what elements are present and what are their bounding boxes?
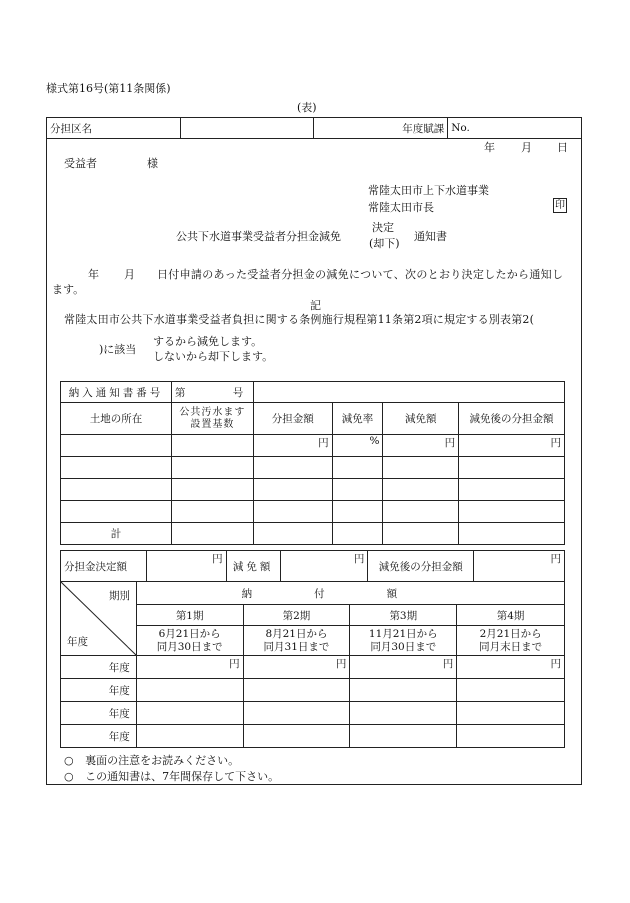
yen-unit[interactable]: 円 (350, 656, 457, 679)
notice-no-label: 納入通知書番号 (61, 382, 172, 403)
note-1 (64, 752, 239, 768)
diag-header (61, 582, 137, 656)
col-amount: 分担金額 (253, 403, 332, 435)
exempt-label: 減免額 (226, 551, 280, 582)
col-after: 減免後の分担金額 (459, 403, 565, 435)
fiscal-label: 年度 (67, 636, 88, 648)
cell[interactable] (253, 523, 332, 545)
cell[interactable] (350, 725, 457, 748)
cell[interactable] (459, 523, 565, 545)
after-label: 減免後の分担金額 (368, 551, 474, 582)
recipient-label: 受益者 (64, 157, 97, 170)
form-number: 様式第16号(第11条関係) (46, 82, 171, 95)
range-from: 11月21日から (368, 627, 438, 640)
body-cont: ます。 (52, 283, 85, 296)
range-to: 同月30日まで (370, 640, 437, 653)
title-main: 公共下水道事業受益者分担金減免 (176, 230, 341, 243)
cell[interactable] (243, 725, 350, 748)
row-year-label: 年度 (61, 679, 137, 702)
yen-unit: 円 (383, 435, 459, 457)
cell[interactable] (171, 457, 253, 479)
period-2: 第2期 (243, 605, 350, 626)
cell[interactable] (136, 725, 243, 748)
note-2 (64, 768, 279, 784)
cell[interactable] (171, 523, 253, 545)
cell[interactable] (457, 725, 565, 748)
cell[interactable] (459, 479, 565, 501)
recipient-honorific: 様 (147, 157, 158, 170)
cell[interactable] (332, 523, 383, 545)
circle-bullet-icon: ○ (64, 754, 74, 767)
yen-unit[interactable]: 円 (457, 656, 565, 679)
cell[interactable] (171, 435, 253, 457)
range-from: 6月21日から (158, 627, 221, 640)
range-2 (243, 626, 350, 656)
circle-bullet-icon: ○ (64, 770, 74, 783)
exempt-yen[interactable]: 円 (280, 551, 368, 582)
decided-yen[interactable]: 円 (146, 551, 226, 582)
cell[interactable] (332, 501, 383, 523)
notice-no-value[interactable] (171, 382, 253, 403)
note-text: 裏面の注意をお読みください。 (85, 754, 240, 767)
col-rate: 減免率 (332, 403, 383, 435)
title-opt-reject: (却下) (369, 237, 400, 250)
cell[interactable] (383, 457, 459, 479)
rule-text: 常陸太田市公共下水道事業受益者負担に関する条例施行規程第11条第2項に規定する別表第2( (64, 313, 535, 326)
cell[interactable] (457, 679, 565, 702)
col-land: 土地の所在 (61, 403, 172, 435)
body-year: 年 (88, 268, 99, 281)
cell[interactable] (171, 501, 253, 523)
col-basins: 公共汚水ます設置基数 (171, 403, 253, 435)
yen-unit: 円 (459, 435, 565, 457)
payment-table (60, 581, 565, 748)
title-suffix: 通知書 (414, 230, 447, 243)
seal-icon: 印 (555, 200, 565, 211)
cell[interactable] (61, 479, 172, 501)
cell[interactable] (61, 457, 172, 479)
cell[interactable] (383, 479, 459, 501)
yen-unit[interactable]: 円 (136, 656, 243, 679)
cell[interactable] (253, 501, 332, 523)
issuer-line1: 常陸太田市上下水道事業 (368, 184, 489, 197)
range-from: 8月21日から (265, 627, 328, 640)
body-text: 日付申請のあった受益者分担金の減免について、次のとおり決定したから通知し (157, 268, 564, 281)
choice-reject: しないから却下します。 (153, 350, 274, 363)
pct-unit: % (332, 435, 383, 457)
range-to: 同月末日まで (479, 640, 543, 653)
range-4 (457, 626, 565, 656)
cell[interactable] (332, 457, 383, 479)
body-month: 月 (124, 268, 135, 281)
seal-mark (553, 198, 567, 213)
cell[interactable] (136, 679, 243, 702)
issuer-line2: 常陸太田市長 (368, 201, 434, 214)
cell[interactable] (61, 501, 172, 523)
range-1 (136, 626, 243, 656)
cell[interactable] (459, 501, 565, 523)
side-label: (表) (297, 101, 317, 114)
district-label: 分担区名 (47, 118, 181, 139)
yen-unit[interactable]: 円 (243, 656, 350, 679)
ki-label: 記 (310, 299, 321, 312)
payment-label: 納付額 (136, 582, 564, 605)
cell[interactable] (383, 523, 459, 545)
total-label: 計 (61, 523, 172, 545)
period-label: 期別 (109, 590, 130, 602)
cell[interactable] (350, 702, 457, 725)
range-to: 同月30日まで (156, 640, 223, 653)
col-exempt: 減免額 (383, 403, 459, 435)
header-table (46, 117, 582, 139)
notice-no-blank (253, 382, 564, 403)
range-3 (350, 626, 457, 656)
range-to: 同月31日まで (263, 640, 330, 653)
yen-unit: 円 (253, 435, 332, 457)
date-year: 年 (484, 141, 495, 154)
date-day: 日 (557, 141, 568, 154)
exemption-table (60, 381, 565, 545)
cell[interactable] (457, 702, 565, 725)
title-opt-decide: 決定 (372, 221, 394, 234)
period-1: 第1期 (136, 605, 243, 626)
cell[interactable] (253, 457, 332, 479)
cell[interactable] (253, 479, 332, 501)
cell[interactable] (383, 501, 459, 523)
row-year-label: 年度 (61, 656, 137, 679)
district-value[interactable] (180, 118, 314, 139)
row-year-label: 年度 (61, 702, 137, 725)
cell[interactable] (332, 479, 383, 501)
period-4: 第4期 (457, 605, 565, 626)
range-from: 2月21日から (479, 627, 542, 640)
after-yen[interactable]: 円 (474, 551, 565, 582)
period-3: 第3期 (350, 605, 457, 626)
note-text: この通知書は、7年間保存して下さい。 (85, 770, 280, 783)
cell[interactable] (459, 457, 565, 479)
dai-label: 第 (174, 386, 186, 399)
no-label: No. (448, 118, 582, 139)
applies-text: )に該当 (99, 343, 137, 356)
go-label: 号 (232, 386, 244, 399)
cell[interactable] (243, 702, 350, 725)
cell[interactable] (243, 679, 350, 702)
year-label: 年度賦課 (314, 118, 448, 139)
cell[interactable] (61, 435, 172, 457)
summary-table (60, 550, 565, 582)
choice-approve: するから減免します。 (153, 335, 263, 348)
row-year-label: 年度 (61, 725, 137, 748)
cell[interactable] (171, 479, 253, 501)
date-month: 月 (521, 141, 532, 154)
cell[interactable] (136, 702, 243, 725)
decided-label: 分担金決定額 (61, 551, 147, 582)
cell[interactable] (350, 679, 457, 702)
